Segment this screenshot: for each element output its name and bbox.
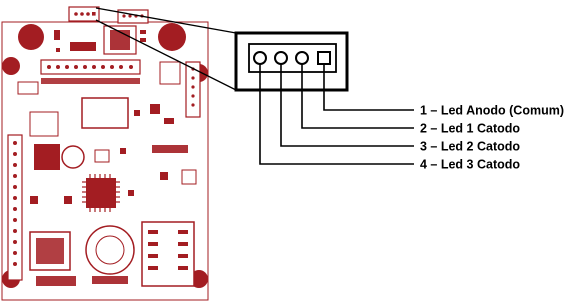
pin-3-label: 3 – Led 2 Catodo: [420, 139, 521, 154]
pcb-board: [2, 7, 208, 300]
pin-3-pad: [275, 52, 287, 64]
pin-1-pad: [318, 52, 330, 64]
pin-2-label: 2 – Led 1 Catodo: [420, 121, 521, 136]
pin-2-pad: [296, 52, 308, 64]
pin-4-label: 4 – Led 3 Catodo: [420, 157, 521, 172]
pin-4-pad: [254, 52, 266, 64]
pin-1-label: 1 – Led Anodo (Comum): [420, 103, 564, 118]
